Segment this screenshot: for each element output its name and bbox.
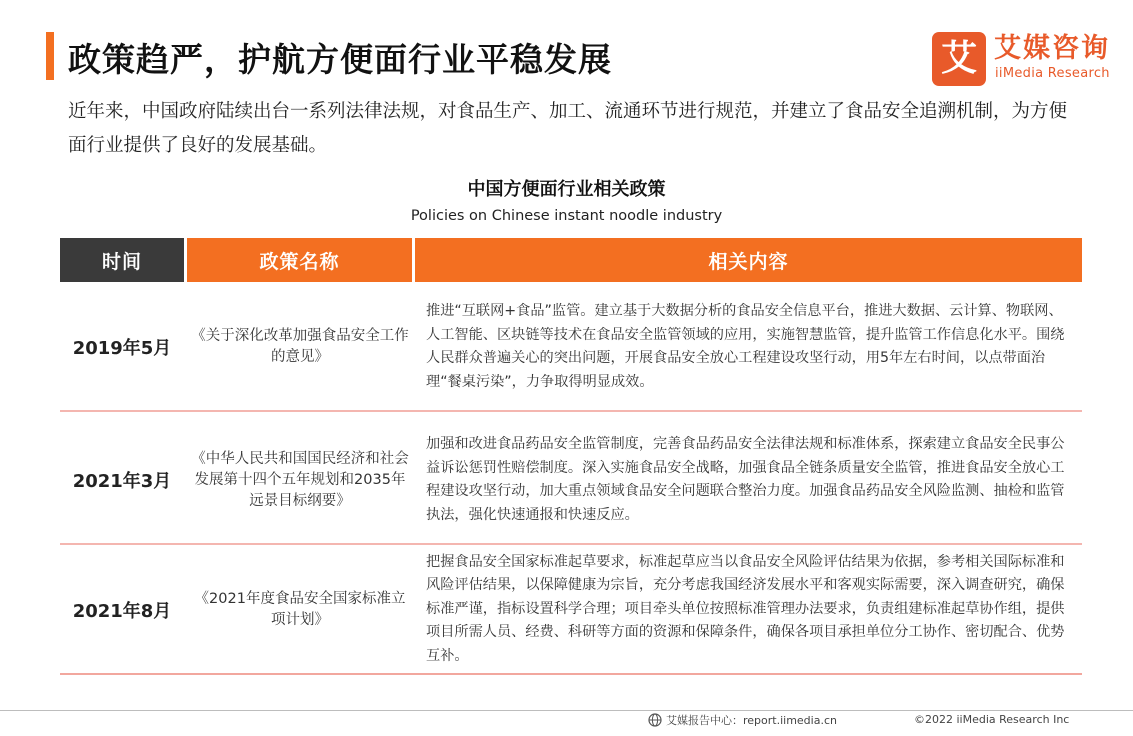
row-content: 把握食品安全国家标准起草要求，标准起草应当以食品安全风险评估结果为依据，参考相关国际标准和风险评估结果，以保障健康为宗旨，充分考虑我国经济发展水平和客观实际需要，深入调查研究，确保标准严谨，指标设置科学合理；项目牵头单位按照标准管理办法要求，负责组建标准起草协作组，提供项目所需人员、经费、科研等方面的资源和保障条件，确保各项目承担单位分工协作、密切配合、优势互补。 — [426, 553, 1065, 664]
intro-paragraph: 近年来，中国政府陆续出台一系列法律法规，对食品生产、加工、流通环节进行规范，并建立了食品安全追溯机制，为方便面行业提供了良好的发展基础。 — [68, 101, 1068, 156]
row-policy-name: 《中华人民共和国国民经济和社会发展第十四个五年规划和2035年远景目标纲要》 — [191, 450, 409, 509]
globe-icon — [648, 713, 662, 727]
footer-source-text: 艾媒报告中心：report.iimedia.cn — [666, 714, 837, 727]
logo-name-cn: 艾媒咨询 — [994, 33, 1110, 64]
footer-source — [648, 712, 837, 728]
logo-name-en: iiMedia Research — [995, 66, 1110, 81]
footer-divider — [0, 710, 1133, 711]
row-policy-name: 《2021年度食品安全国家标准立项计划》 — [194, 590, 406, 628]
title-accent-bar — [46, 32, 54, 80]
table-row — [60, 418, 1082, 542]
row-content: 推进“互联网+食品”监管。建立基于大数据分析的食品安全信息平台，推进大数据、云计算、物联网、人工智能、区块链等技术在食品安全监管领域的应用，实施智慧监管，提升监管工作信息化水平。围绕人民群众普遍关心的突出问题，开展食品安全放心工程建设攻坚行动，用5年左右时间，以点带面治理“餐桌污染”，力争取得明显成效。 — [426, 303, 1065, 390]
column-header-time: 时间 — [60, 238, 184, 282]
iimedia-logo — [932, 32, 1122, 86]
column-header-content: 相关内容 — [415, 238, 1082, 282]
row-policy-name: 《关于深化改革加强食品安全工作的意见》 — [191, 328, 409, 365]
column-header-policy-name: 政策名称 — [187, 238, 412, 282]
page-title: 政策趋严，护航方便面行业平稳发展 — [68, 40, 612, 79]
table-title: 中国方便面行业相关政策 — [467, 179, 666, 200]
logo-mark-glyph: 艾 — [940, 38, 977, 79]
row-content: 加强和改进食品药品安全监管制度，完善食品药品安全法律法规和标准体系，探索建立食品安全民事公益诉讼惩罚性赔偿制度。深入实施食品安全战略，加强食品全链条质量安全监管，推进食品安全放心工程建设攻坚行动，加大重点领域食品安全问题联合整治力度。加强食品药品安全风险监测、抽检和监管执法，强化快速通报和快速反应。 — [426, 436, 1065, 523]
logo-mark-icon — [932, 32, 986, 86]
row-date: 2019年5月 — [72, 338, 172, 359]
row-date: 2021年3月 — [72, 471, 172, 492]
row-divider — [60, 673, 1082, 675]
table-row — [60, 548, 1082, 671]
table-subtitle: Policies on Chinese instant noodle industry — [410, 208, 723, 224]
footer-copyright: ©2022 iiMedia Research Inc — [914, 713, 1070, 726]
row-divider — [60, 410, 1082, 412]
table-row — [60, 285, 1082, 409]
row-divider — [60, 543, 1082, 545]
row-date: 2021年8月 — [72, 600, 172, 622]
